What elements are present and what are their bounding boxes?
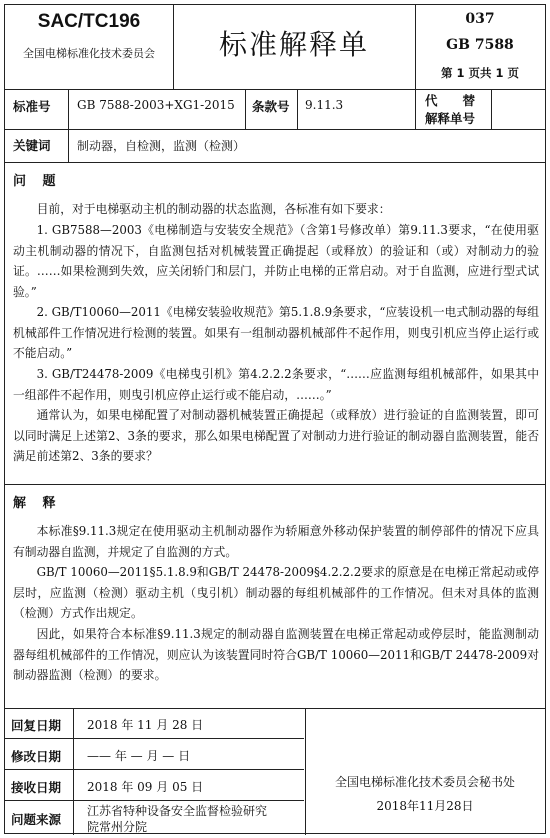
standard-number: GB 7588	[446, 37, 514, 53]
keywords-label: 关键词	[13, 138, 51, 153]
divider	[5, 129, 545, 130]
question-paragraph: 2. GB/T10060—2011《电梯安装验收规范》第5.1.8.9条要求，“应装设机一电式制动器的每组机械部件工作情况进行检测的装置。如果有一组制动器机械部件不起作用，则曳引机应当停止运行或不能启动。”	[13, 305, 539, 360]
divider	[5, 89, 545, 90]
question-heading: 问 题	[13, 174, 62, 189]
divider	[245, 89, 246, 129]
divider	[68, 89, 69, 129]
divider	[5, 738, 304, 739]
source-value: 江苏省特种设备安全监督检验研究	[87, 804, 268, 818]
receive-date-value: 2018 年 09 月 05 日	[87, 780, 204, 794]
question-paragraph: 目前，对于电梯驱动主机的制动器的状态监测，各标准有如下要求：	[36, 202, 391, 216]
divider	[305, 708, 306, 835]
std-label: 标准号	[13, 99, 51, 114]
org-name: 全国电梯标准化技术委员会	[23, 47, 155, 60]
divider	[73, 708, 74, 835]
divider	[491, 89, 492, 129]
interpretation-sheet	[4, 4, 546, 834]
doc-number: 037	[465, 11, 495, 27]
question-paragraph: 通常认为，如果电梯配置了对制动器机械装置正确提起（或释放）进行验证的自监测装置，即可以同时满足上述第2、3条的要求，那么如果电梯配置了对制动力进行验证的制动器自监测装置，能否满足前述第2、3条的要求？	[13, 408, 539, 463]
question-paragraph: 1. GB7588—2003《电梯制造与安装安全规范》（含第1号修改单）第9.11.3要求，“在使用驱动主机制动器的情况下，自监测包括对机械装置正确提起（或释放）的验证和（或）对制动力的验证。……如果检测到失效，应关闭轿门和层门，并防止电梯的正常启动。对于自监测，应进行型式试验。”	[13, 223, 539, 299]
secretariat-date: 2018年11月28日	[376, 799, 474, 813]
modify-date-label: 修改日期	[11, 749, 62, 764]
divider	[297, 89, 298, 129]
divider	[5, 769, 304, 770]
clause-value: 9.11.3	[305, 98, 344, 112]
answer-paragraph: GB/T 10060—2011§5.1.8.9和GB/T 24478-2009§4.2.2.2要求的原意是在电梯正常起动或停层时，应监测（检测）驱动主机（曳引机）制动器的每组机械部件的工作情况。但未对具体的监测（检测）方式作出规定。	[13, 565, 539, 620]
answer-paragraph: 因此，如果符合本标准§9.11.3规定的制动器自监测装置在电梯正常起动或停层时，能监测制动器每组机械部件的工作情况，则应认为该装置同时符合GB/T 10060—2011和GB/T 24478-2009对制动器监测（检测）的要求。	[13, 627, 539, 682]
answer-heading: 解 释	[13, 496, 62, 511]
divider	[415, 89, 416, 129]
divider	[68, 129, 69, 162]
receive-date-label: 接收日期	[11, 780, 62, 795]
divider	[5, 162, 545, 163]
question-paragraph: 3. GB/T24478-2009《电梯曳引机》第4.2.2.2条要求，“……应监测每组机械部件，如果其中一组部件不起作用，则曳引机应停止运行或不能启动，……。”	[13, 367, 539, 402]
org-code: SAC/TC196	[37, 11, 141, 32]
modify-date-value: —— 年 — 月 — 日	[87, 749, 191, 763]
replace-label: 代 替	[425, 93, 476, 108]
source-label: 问题来源	[11, 812, 62, 827]
divider	[5, 484, 545, 485]
answer-paragraph: 本标准§9.11.3规定在使用驱动主机制动器作为轿厢意外移动保护装置的制停部件的情况下应具有制动器自监测，并规定了自监测的方式。	[13, 524, 539, 559]
replace-label: 解释单号	[425, 111, 476, 126]
page-info: 第 1 页共 1 页	[440, 66, 520, 80]
divider	[5, 708, 545, 709]
source-value: 院常州分院	[87, 820, 148, 834]
std-value: GB 7588-2003+XG1-2015	[77, 98, 235, 112]
clause-label: 条款号	[252, 99, 290, 114]
secretariat: 全国电梯标准化技术委员会秘书处	[334, 775, 515, 789]
reply-date-value: 2018 年 11 月 28 日	[87, 718, 204, 732]
divider	[5, 800, 304, 801]
keywords-value: 制动器，自检测，监测（检测）	[77, 139, 246, 153]
doc-title: 标准解释单	[218, 28, 369, 61]
reply-date-label: 回复日期	[11, 718, 62, 733]
